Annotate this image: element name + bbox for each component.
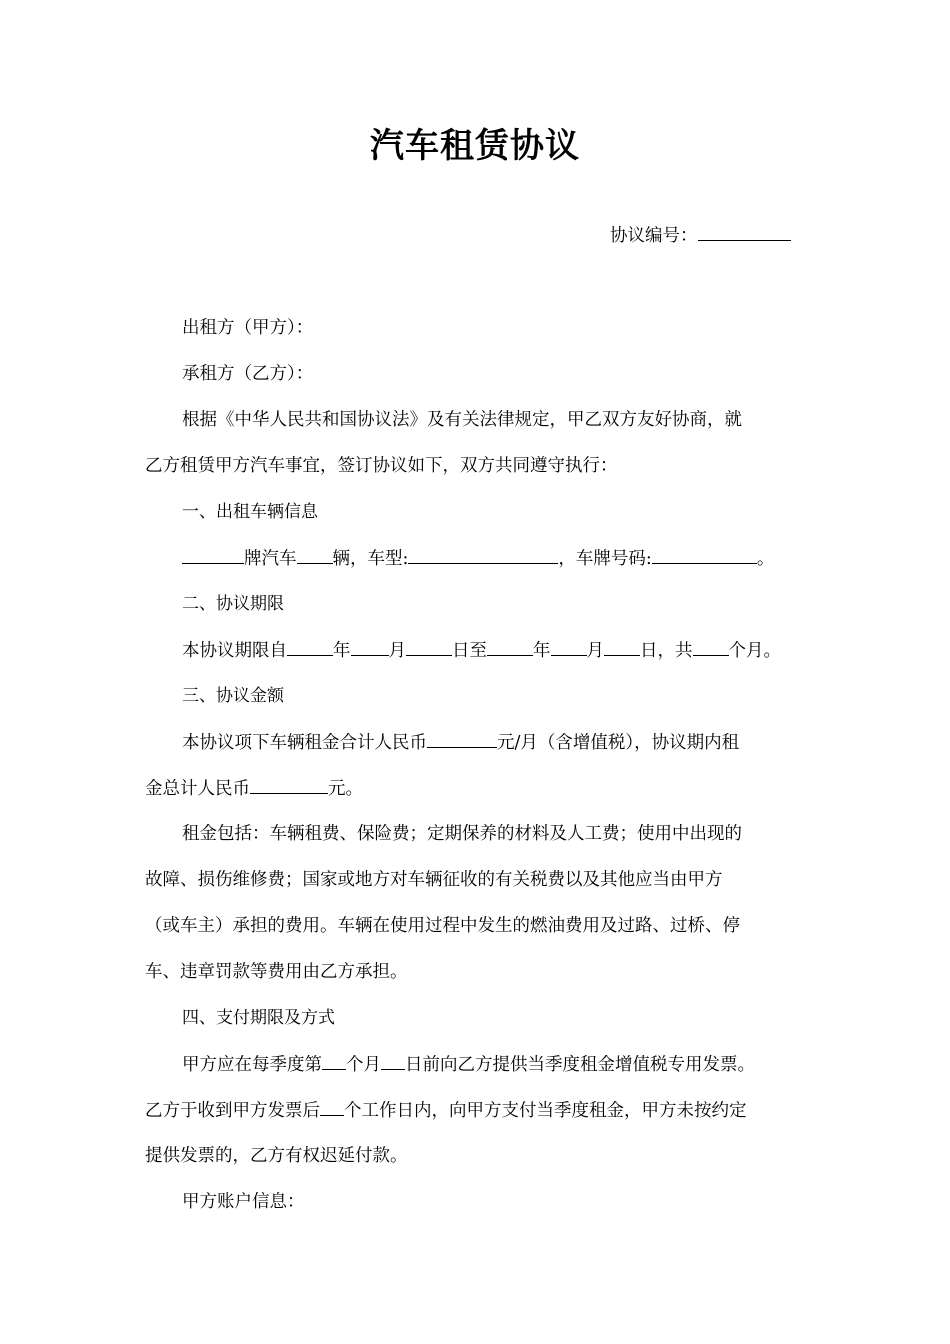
invoice-month-blank[interactable]	[322, 1052, 346, 1070]
payment-text-3: 日前向乙方提供当季度租金增值税专用发票。	[405, 1055, 755, 1075]
payment-line-2	[145, 1098, 747, 1123]
vehicle-info-line	[182, 546, 774, 571]
payment-text-1: 甲方应在每季度第	[182, 1055, 322, 1075]
lessor-line: 出租方（甲方）：	[182, 318, 314, 338]
payment-line-3: 提供发票的，乙方有权迟延付款。	[145, 1146, 408, 1166]
term-line	[182, 638, 781, 663]
term-text-year: 年	[333, 641, 351, 661]
vehicle-text-1: 牌汽车	[244, 549, 297, 569]
quantity-blank[interactable]	[297, 546, 333, 564]
term-text-month-2: 月	[586, 641, 604, 661]
end-year-blank[interactable]	[487, 638, 533, 656]
rent-line-2	[145, 776, 363, 801]
end-month-blank[interactable]	[551, 638, 587, 656]
section-3-heading: 三、协议金额	[182, 686, 284, 706]
term-text-start: 本协议期限自	[182, 641, 287, 661]
payment-text-5: 个工作日内，向甲方支付当季度租金，甲方未按约定	[344, 1101, 747, 1121]
rent-includes-line-4: 车、违章罚款等费用由乙方承担。	[145, 962, 408, 982]
rent-includes-line-1: 租金包括：车辆租费、保险费；定期保养的材料及人工费；使用中出现的	[182, 824, 742, 844]
lessee-line: 承租方（乙方）：	[182, 364, 314, 384]
agreement-number-blank[interactable]	[698, 223, 791, 241]
working-days-blank[interactable]	[320, 1098, 344, 1116]
rent-line-1	[182, 730, 739, 755]
total-rent-blank[interactable]	[250, 776, 328, 794]
payment-text-2: 个月	[346, 1055, 381, 1075]
rent-includes-line-2: 故障、损伤维修费；国家或地方对车辆征收的有关税费以及其他应当由甲方	[145, 870, 723, 890]
rent-includes-line-3: （或车主）承担的费用。车辆在使用过程中发生的燃油费用及过路、过桥、停	[145, 916, 740, 936]
rent-text-3: 金总计人民币	[145, 779, 250, 799]
section-4-heading: 四、支付期限及方式	[182, 1008, 335, 1028]
term-text-month: 月	[388, 641, 406, 661]
rent-text-1: 本协议项下车辆租金合计人民币	[182, 733, 427, 753]
monthly-rent-blank[interactable]	[427, 730, 497, 748]
start-month-blank[interactable]	[351, 638, 389, 656]
vehicle-text-3: ，车牌号码:	[558, 549, 652, 569]
account-info-label: 甲方账户信息：	[182, 1192, 305, 1212]
section-2-heading: 二、协议期限	[182, 594, 284, 614]
agreement-number-label: 协议编号：	[610, 226, 698, 246]
term-text-year-2: 年	[533, 641, 551, 661]
document-title: 汽车租赁协议	[370, 126, 580, 166]
start-year-blank[interactable]	[287, 638, 333, 656]
invoice-day-blank[interactable]	[381, 1052, 405, 1070]
payment-line-1	[182, 1052, 755, 1077]
term-text-day-to: 日至	[452, 641, 487, 661]
intro-line-2: 乙方租赁甲方汽车事宜，签订协议如下，双方共同遵守执行：	[145, 456, 618, 476]
model-blank[interactable]	[408, 546, 558, 564]
payment-text-4: 乙方于收到甲方发票后	[145, 1101, 320, 1121]
plate-number-blank[interactable]	[652, 546, 757, 564]
brand-blank[interactable]	[182, 546, 244, 564]
total-months-blank[interactable]	[693, 638, 729, 656]
end-day-blank[interactable]	[604, 638, 640, 656]
term-text-day-total: 日，共	[640, 641, 693, 661]
rent-text-4: 元。	[328, 779, 363, 799]
vehicle-text-4: 。	[756, 549, 775, 569]
start-day-blank[interactable]	[406, 638, 452, 656]
section-1-heading: 一、出租车辆信息	[182, 502, 318, 522]
intro-line-1: 根据《中华人民共和国协议法》及有关法律规定，甲乙双方友好协商，就	[182, 410, 742, 430]
rent-text-2: 元/月（含增值税），协议期内租	[497, 733, 740, 753]
term-text-months: 个月。	[728, 641, 781, 661]
agreement-number-line	[610, 222, 791, 247]
vehicle-text-2: 辆，车型:	[332, 549, 409, 569]
